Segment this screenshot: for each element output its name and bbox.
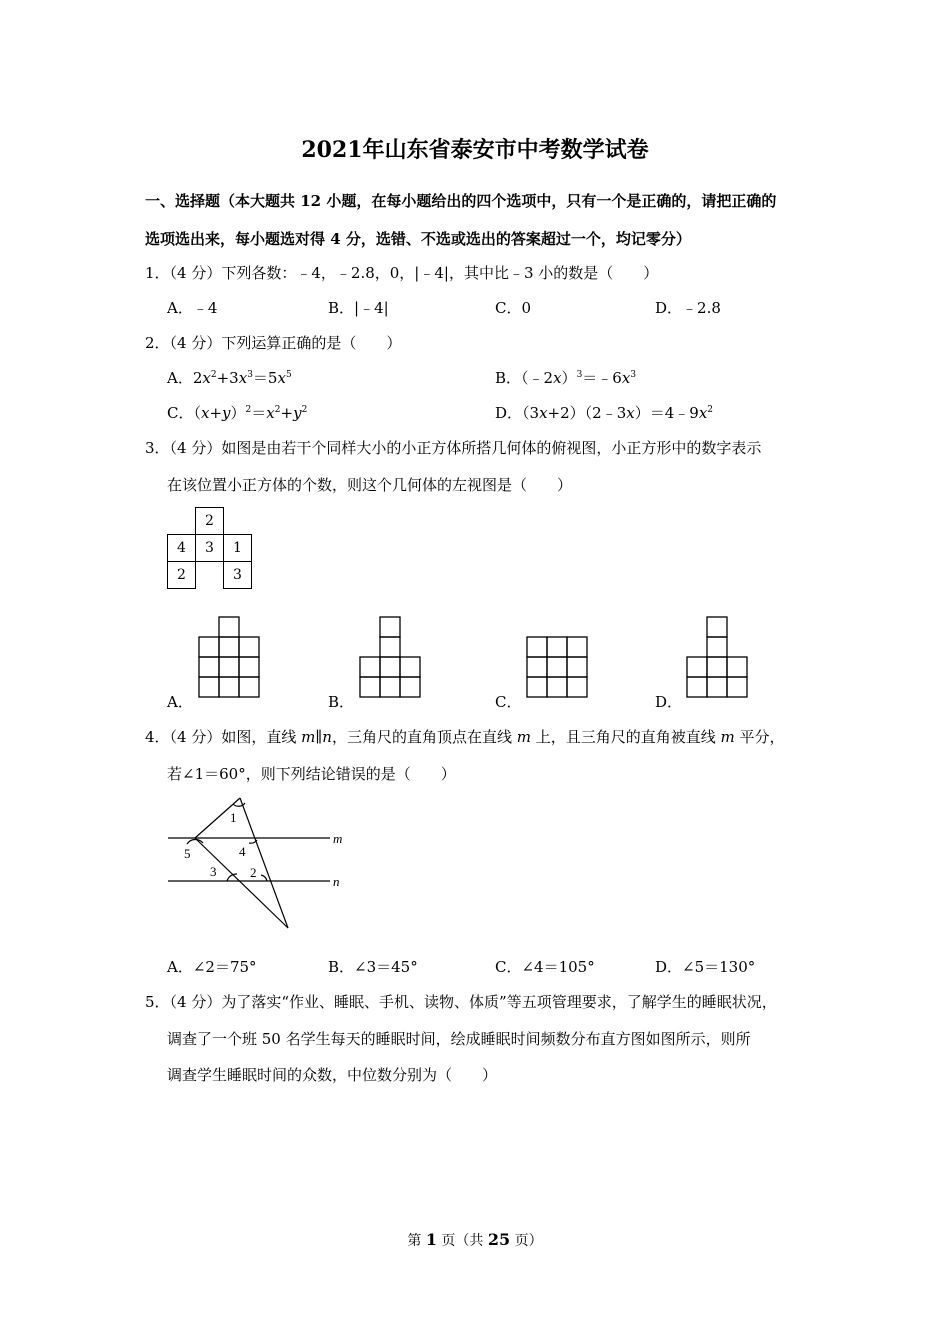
q5-stem-line3: 调查学生睡眠时间的众数，中位数分别为（ ） [167,1066,498,1084]
q4-option-a: A．∠2＝75° [167,958,257,976]
q1-option-a: A．﹣4 [167,299,218,317]
q4-option-b: B．∠3＝45° [328,958,418,976]
angle-label-5: 5 [184,846,191,861]
q4-stem-line2: 若∠1＝60°，则下列结论错误的是（ ） [167,765,456,783]
q2-stem: 2．（4 分）下列运算正确的是（ ） [145,334,402,352]
angle-label-1: 1 [230,810,237,825]
angle-label-4: 4 [239,844,246,859]
q4-option-d: D．∠5＝130° [655,958,756,976]
grid-cell: 2 [167,561,196,589]
grid-cell: 4 [167,534,196,562]
q3-option-c: C． [495,693,522,711]
section-heading-line2: 选项选出来，每小题选对得 4 分，选错、不选或选出的答案超过一个，均记零分） [145,230,691,248]
q3-option-a-figure [198,616,264,700]
q1-stem: 1．（4 分）下列各数：﹣4，﹣2.8，0，|﹣4|，其中比﹣3 小的数是（ ） [145,264,659,282]
section-heading-line1: 一、选择题（本大题共 12 小题，在每小题给出的四个选项中，只有一个是正确的，请把正确的 [145,192,777,210]
q1-option-b: B．|﹣4| [328,299,389,317]
q5-stem-line2: 调查了一个班 50 名学生每天的睡眠时间，绘成睡眠时间频数分布直方图如图所示，则所 [167,1030,751,1048]
angle-label-2: 2 [250,865,257,880]
line-label-n: n [333,874,340,889]
grid-cell: 2 [195,507,224,535]
q3-stem-line2: 在该位置小正方体的个数，则这个几何体的左视图是（ ） [167,476,573,494]
q3-option-c-figure [526,636,592,700]
current-page: 1 [425,1230,437,1249]
q3-option-d-figure [686,616,752,700]
q1-option-c: C．0 [495,299,532,317]
angle-label-3: 3 [210,864,217,879]
page-title: 2021年山东省泰安市中考数学试卷 [301,137,649,163]
grid-cell: 1 [223,534,252,562]
grid-cell: 3 [223,561,252,589]
q3-option-a: A． [167,693,193,711]
q2-option-d: D．$(3x+2)(2﹣3x)=4﹣9x^2$ [495,404,714,422]
line-label-m: m [333,831,343,846]
q4-figure [165,795,355,935]
page-footer: 第 1 页（共 25 页） [407,1230,543,1249]
q2-option-b: B．$(﹣2x)^3=﹣6x^3$ [495,369,637,387]
q4-stem-line1: 4．（4 分）如图，直线 m∥n，三角尺的直角顶点在直线 m 上，且三角尺的直角被直线 m 平分， [145,728,785,746]
grid-cell: 3 [195,534,224,562]
q3-top-view-grid [167,507,253,589]
q2-option-a: A．$2x^2+3x^3=5x^5$ [167,369,292,387]
q5-stem-line1: 5．（4 分）为了落实“作业、睡眠、手机、读物、体质”等五项管理要求，了解学生的睡眠状况， [145,993,777,1011]
q3-option-d: D． [655,693,683,711]
q3-stem-line1: 3．（4 分）如图是由若干个同样大小的小正方体所搭几何体的俯视图，小正方形中的数字表示 [145,439,762,457]
q3-option-b: B． [328,693,355,711]
q2-option-c: C．$(x+y)^2=x^2+y^2$ [167,404,308,422]
q1-option-d: D．﹣2.8 [655,299,721,317]
q3-option-b-figure [359,616,425,700]
q4-option-c: C．∠4＝105° [495,958,595,976]
total-pages: 25 [487,1230,511,1249]
